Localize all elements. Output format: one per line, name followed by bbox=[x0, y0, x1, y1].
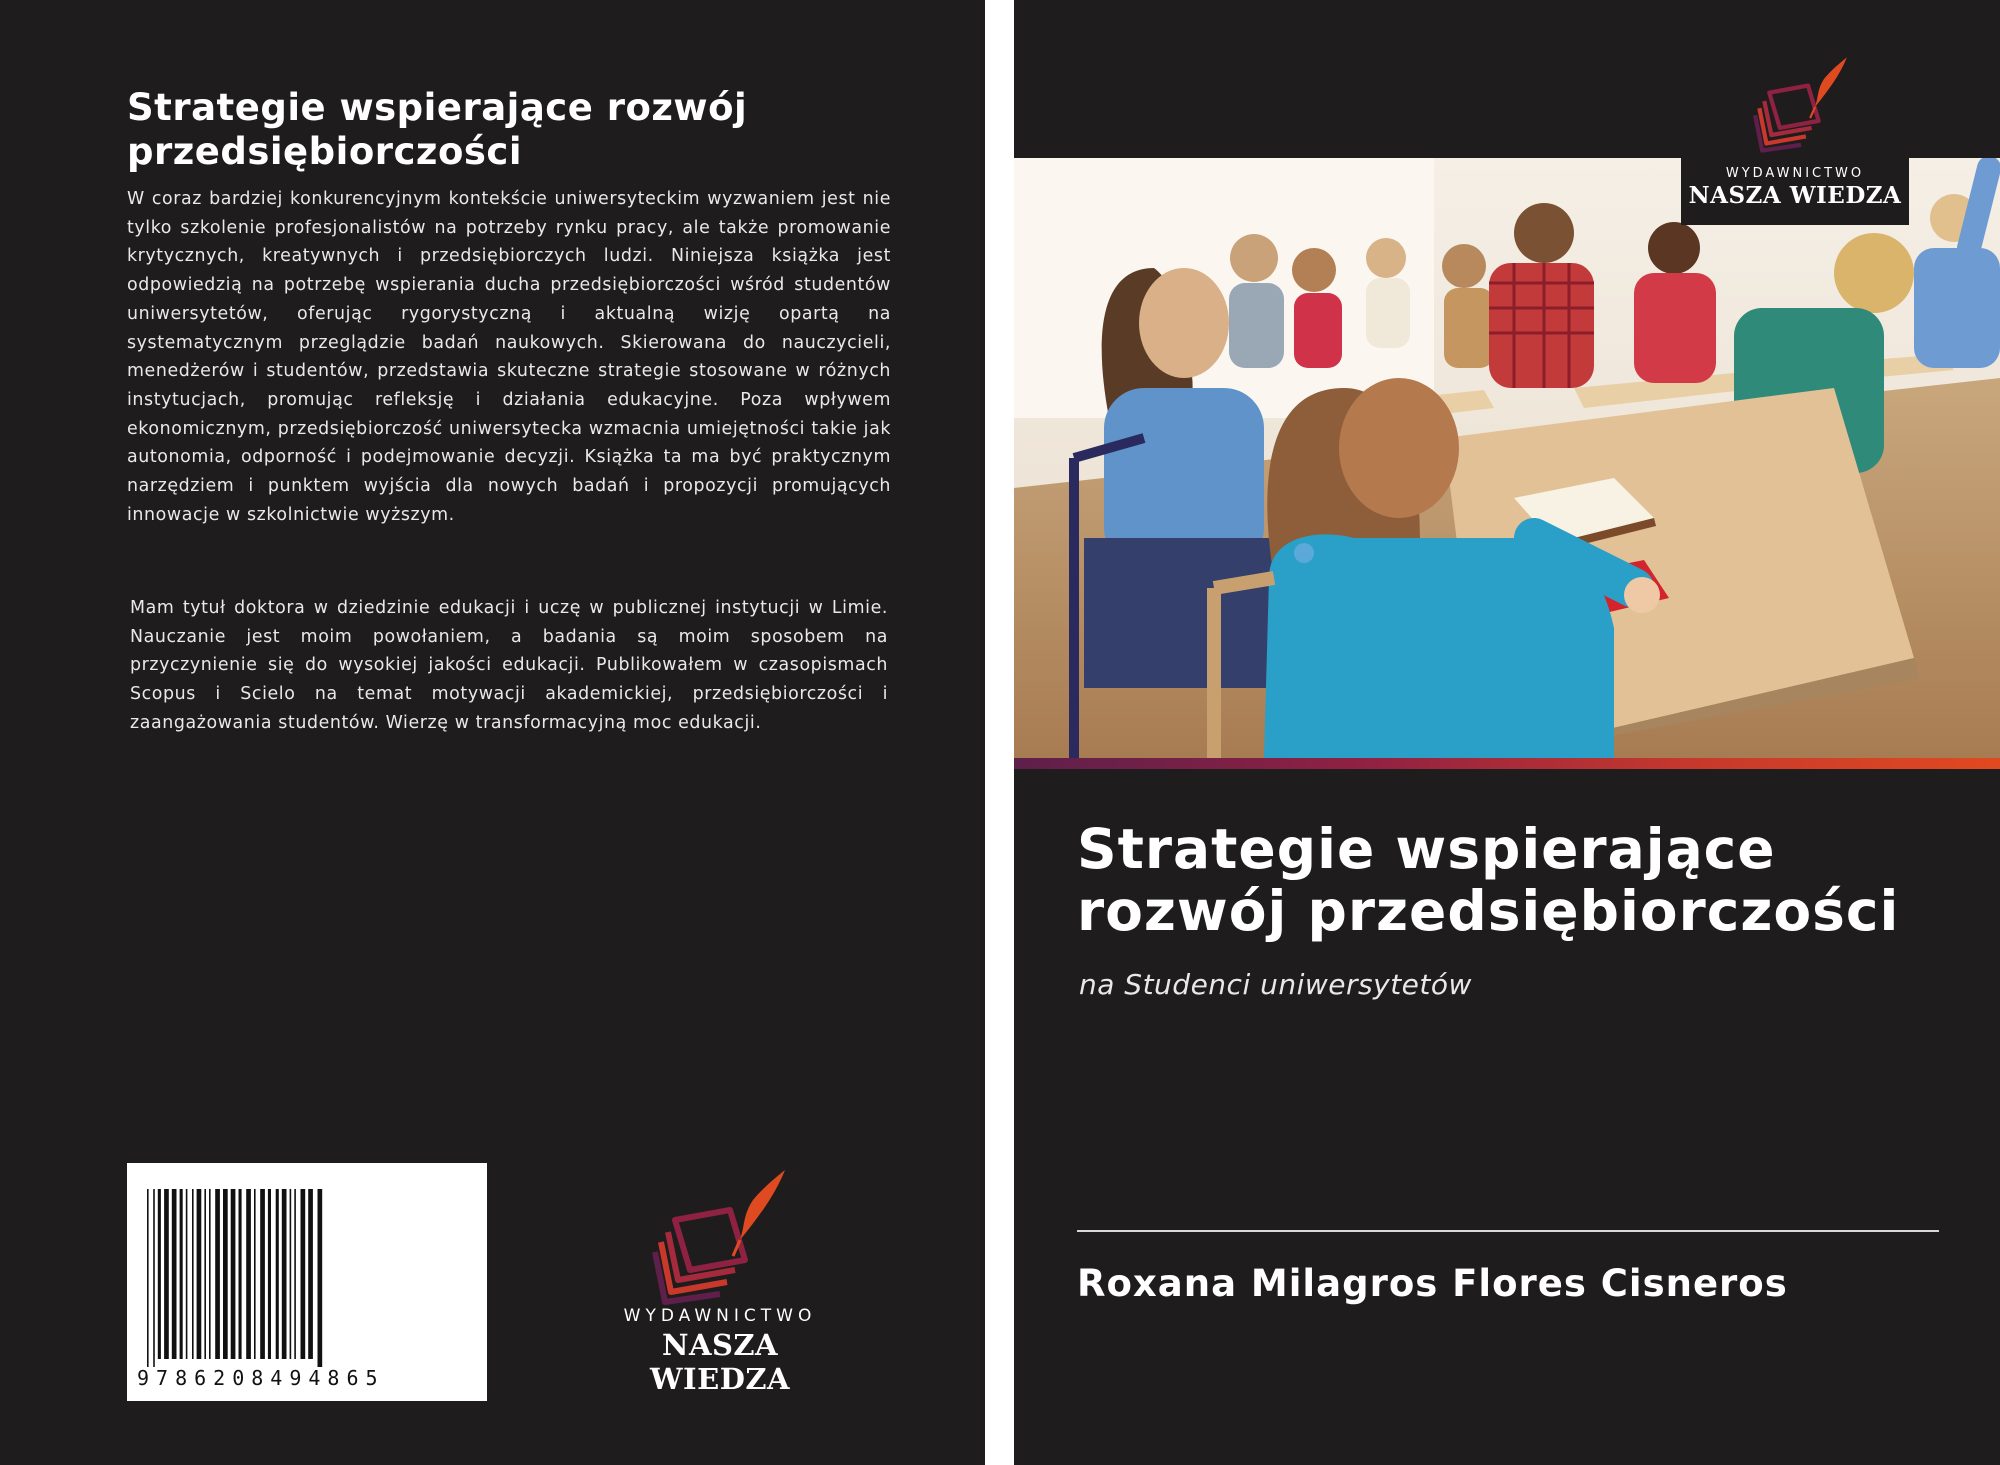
front-cover-subtitle: na Studenci uniwersytetów bbox=[1079, 968, 1472, 1001]
barcode-bar bbox=[192, 1189, 194, 1359]
classroom-photo-illustration bbox=[1014, 158, 2000, 758]
barcode-bar bbox=[276, 1189, 279, 1359]
barcode-bar bbox=[268, 1189, 271, 1359]
barcode-bar bbox=[186, 1189, 188, 1359]
publisher-label: WYDAWNICTWO bbox=[1725, 166, 1865, 181]
accent-stripe bbox=[1014, 758, 2000, 769]
barcode-bar bbox=[164, 1189, 169, 1359]
spine-gap bbox=[985, 0, 1014, 1465]
front-cover-title: Strategie wspierające rozwój przedsiębiorczości bbox=[1077, 817, 1900, 943]
barcode-bar bbox=[239, 1189, 242, 1359]
publisher-name: NASZA WIEDZA bbox=[649, 1328, 791, 1396]
classroom-photo bbox=[1014, 158, 2000, 758]
barcode-bar bbox=[260, 1189, 265, 1359]
barcode-bar bbox=[294, 1189, 296, 1359]
barcode-bar bbox=[246, 1189, 251, 1359]
barcode-bar bbox=[318, 1189, 323, 1367]
back-cover-title: Strategie wspierające rozwój przedsiębiorczości bbox=[127, 86, 748, 173]
publisher-label: WYDAWNICTWO bbox=[623, 1306, 817, 1326]
barcode-bar bbox=[223, 1189, 228, 1359]
author-bio: Mam tytuł doktora w dziedzinie edukacji i uczę w publicznej instytucji w Limie. Nauczanie jest moim powołaniem, a badania są moim sposobem na przyczynienie się do wysokiej jakości edukacji. Publikowałem w czasopismach Scopus i Scielo na temat motywacji akademickiej, przedsiębiorczości i zaangażowania studentów. Wierzę w transformacyjną moc edukacji. bbox=[130, 598, 888, 733]
barcode-bar bbox=[209, 1189, 211, 1359]
barcode-bar bbox=[231, 1189, 236, 1359]
barcode-bar bbox=[147, 1189, 149, 1367]
divider bbox=[1077, 1230, 1939, 1232]
barcode-bar bbox=[215, 1189, 220, 1359]
barcode-bar bbox=[301, 1189, 306, 1359]
barcode-bar bbox=[172, 1189, 177, 1359]
author-name: Roxana Milagros Flores Cisneros bbox=[1077, 1262, 1788, 1305]
barcode-bar bbox=[180, 1189, 183, 1359]
back-cover bbox=[0, 0, 985, 1465]
barcode-bar bbox=[153, 1189, 155, 1367]
book-with-quill-icon bbox=[1741, 55, 1861, 155]
barcode-bar bbox=[290, 1189, 292, 1359]
barcode-bar bbox=[158, 1189, 161, 1359]
publisher-logo bbox=[590, 1170, 850, 1396]
barcode-bar bbox=[204, 1189, 206, 1359]
barcode-bars bbox=[145, 1189, 469, 1367]
barcode-bar bbox=[197, 1189, 202, 1359]
barcode-bar bbox=[254, 1189, 256, 1359]
barcode-bar bbox=[282, 1189, 287, 1359]
book-with-quill-icon bbox=[635, 1170, 805, 1305]
barcode-bar bbox=[308, 1189, 313, 1359]
book-description: W coraz bardziej konkurencyjnym kontekście uniwersyteckim wyzwaniem jest nie tylko szkolenie profesjonalistów na potrzeby rynku pracy, ale także promowanie krytycznych, kreatywnych i przedsiębiorczych ludzi. Niniejsza książka jest odpowiedzią na potrzebę wspierania ducha przedsiębiorczości wśród studentów uniwersytetów, oferując rygorystyczną i aktualną wizję opartą na systematycznym przeglądzie badań naukowych. Skierowana do nauczycieli, menedżerów i studentów, przedstawia skuteczne strategie stosowane w różnych instytucjach, promując refleksję i działania edukacyjne. Poza wpływem ekonomicznym, przedsiębiorczość uniwersytecka wzmacnia umiejętności takie jak autonomia, odporność i podejmowanie decyzji. Książka ta ma być praktycznym narzędziem i punktem wyjścia dla nowych badań i propozycji promujących innowacje w szkolnictwie wyższym. bbox=[127, 189, 891, 525]
barcode-digits: 9786208494865 bbox=[137, 1366, 385, 1390]
publisher-logo-front bbox=[1681, 55, 1909, 225]
publisher-name: NASZA WIEDZA bbox=[1688, 182, 1902, 209]
isbn-barcode bbox=[127, 1163, 487, 1401]
